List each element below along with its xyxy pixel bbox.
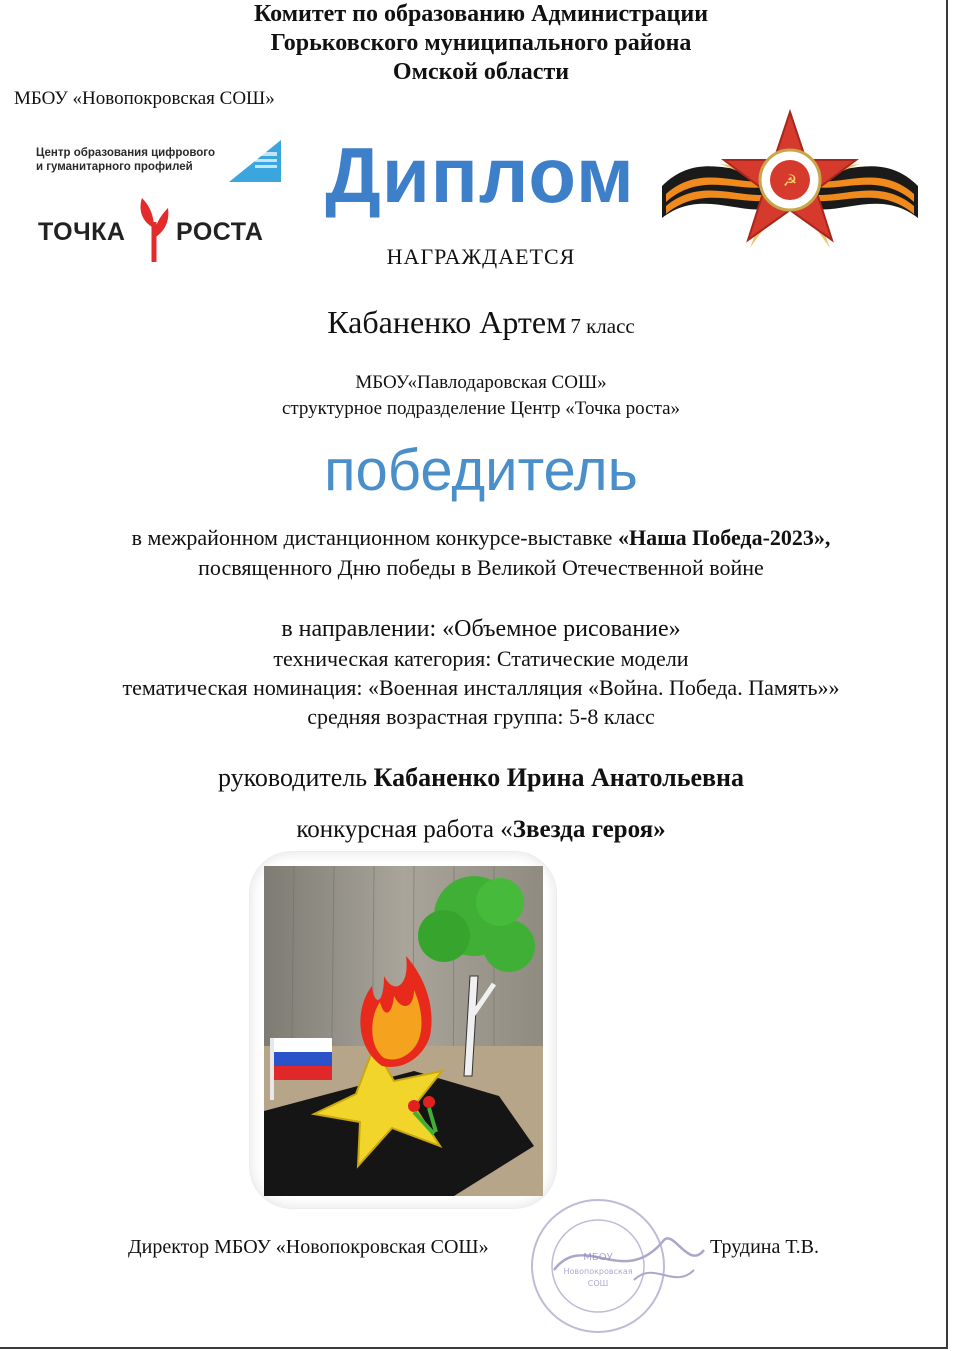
svg-text:Новопокровская: Новопокровская [563, 1267, 633, 1276]
supervisor-name: Кабаненко Ирина Анатольевна [373, 763, 745, 792]
recipient-name: Кабаненко Артем [327, 304, 567, 340]
school-stamp-icon [514, 1190, 730, 1338]
work-label: конкурсная работа « [296, 816, 513, 843]
work-title: Звезда героя» [512, 816, 666, 843]
contest-prefix: в межрайонном дистанционном конкурсе-выставке [131, 525, 613, 550]
logo-subtitle-line-2: и гуманитарного профилей [36, 161, 193, 173]
svg-text:СОШ: СОШ [587, 1279, 609, 1288]
logo-triangle-icon [225, 138, 285, 184]
organization-line-1: МБОУ«Павлодаровская СОШ» [355, 372, 607, 393]
header-line-2: Горьковского муниципального района [270, 30, 692, 56]
awarded-label: НАГРАЖДАЕТСЯ [386, 244, 576, 269]
diploma-title: Диплом [325, 131, 635, 219]
header-line-1: Комитет по образованию Администрации [253, 1, 709, 27]
logo-word-right: РОСТА [176, 218, 264, 246]
signature-position: Директор МБОУ «Новопокровская СОШ» [128, 1236, 489, 1258]
header-line-3: Омской области [392, 59, 570, 85]
supervisor-label: руководитель [217, 763, 368, 792]
contest-line-1 [0, 524, 962, 552]
organization-line-2: структурное подразделение Центр «Точка роста» [281, 398, 681, 419]
direction-line: в направлении: «Объемное рисование» [281, 616, 681, 642]
logo-subtitle [36, 146, 226, 174]
logo-subtitle-line-1: Центр образования цифрового [36, 147, 215, 159]
svg-text:МБОУ: МБОУ [583, 1252, 613, 1263]
svg-text:☭: ☭ [782, 171, 798, 190]
status-winner: победитель [324, 438, 638, 503]
age-group-line: средняя возрастная группа: 5-8 класс [307, 704, 655, 729]
recipient-line [0, 304, 962, 341]
category-line: техническая категория: Статические модели [273, 646, 689, 671]
recipient-grade: 7 класс [570, 314, 635, 338]
artwork-photo [264, 866, 543, 1196]
contest-name: «Наша Победа-2023», [617, 525, 831, 550]
logo-word-left: ТОЧКА [38, 218, 126, 246]
nomination-line: тематическая номинация: «Военная инсталляция «Война. Победа. Память»» [122, 675, 840, 700]
signature-name: Трудина Т.В. [710, 1236, 819, 1258]
supervisor-line [0, 762, 962, 794]
order-patriotic-war-icon [660, 108, 920, 264]
school-name: МБОУ «Новопокровская СОШ» [14, 88, 275, 109]
contest-line-2: посвященного Дню победы в Великой Отечественной войне [198, 555, 764, 580]
work-line [0, 814, 962, 846]
